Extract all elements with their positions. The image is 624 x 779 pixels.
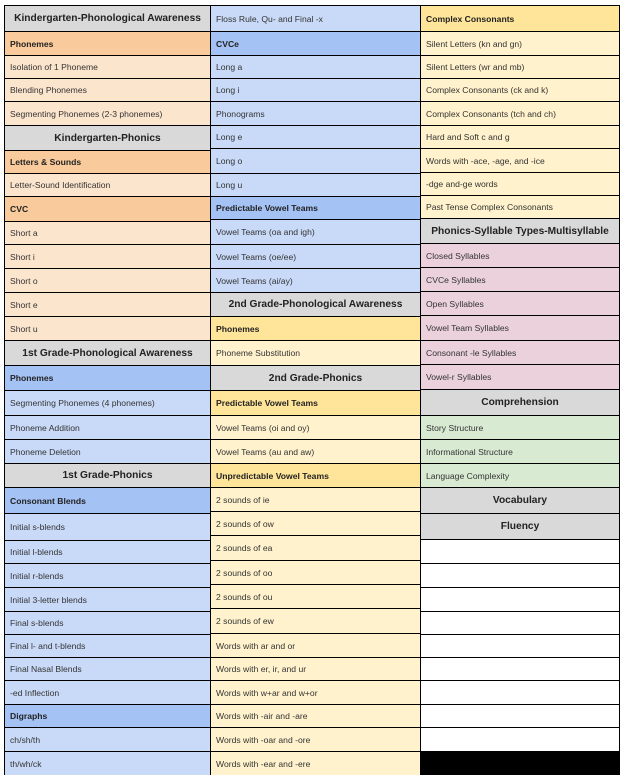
table-column-2 bbox=[210, 5, 421, 775]
category-cell: Phonemes bbox=[211, 317, 420, 340]
skill-cell: Letter-Sound Identification bbox=[5, 174, 210, 196]
skill-cell: Vowel-r Syllables bbox=[421, 365, 619, 389]
skill-cell: Words with -ear and -ere bbox=[211, 752, 420, 775]
skill-cell: Vowel Teams (ai/ay) bbox=[211, 269, 420, 292]
empty-cell bbox=[421, 540, 619, 563]
empty-cell bbox=[421, 658, 619, 680]
category-cell: Digraphs bbox=[5, 705, 210, 727]
skill-cell: Long u bbox=[211, 174, 420, 196]
skill-cell: th/wh/ck bbox=[5, 752, 210, 775]
skill-cell: Words with w+ar and w+or bbox=[211, 681, 420, 704]
skill-cell: Long i bbox=[211, 79, 420, 101]
skill-cell: Initial l-blends bbox=[5, 541, 210, 563]
section-header-cell: Vocabulary bbox=[421, 488, 619, 513]
skill-cell: Final l- and t-blends bbox=[5, 635, 210, 657]
section-header-cell: Fluency bbox=[421, 514, 619, 539]
skill-cell: Vowel Teams (oe/ee) bbox=[211, 245, 420, 268]
skill-cell: 2 sounds of ea bbox=[211, 536, 420, 560]
category-cell: Letters & Sounds bbox=[5, 151, 210, 173]
skill-cell: Initial r-blends bbox=[5, 564, 210, 587]
curriculum-table bbox=[4, 5, 620, 775]
table-column-1 bbox=[4, 5, 211, 775]
section-header-cell: 1st Grade-Phonological Awareness bbox=[5, 341, 210, 365]
empty-cell bbox=[421, 635, 619, 657]
skill-cell: Long e bbox=[211, 126, 420, 148]
skill-cell: Words with -air and -are bbox=[211, 705, 420, 727]
skill-cell: Vowel Teams (oi and oy) bbox=[211, 416, 420, 439]
skill-cell: -dge and-ge words bbox=[421, 173, 619, 195]
skill-cell: Short o bbox=[5, 269, 210, 292]
skill-cell: Hard and Soft c and g bbox=[421, 126, 619, 148]
category-cell: CVCe bbox=[211, 32, 420, 55]
category-cell: CVC bbox=[5, 197, 210, 221]
skill-cell: ch/sh/th bbox=[5, 728, 210, 751]
category-cell: Consonant Blends bbox=[5, 488, 210, 513]
skill-cell: Short e bbox=[5, 293, 210, 316]
skill-cell: Segmenting Phonemes (2-3 phonemes) bbox=[5, 102, 210, 125]
skill-cell: Complex Consonants (tch and ch) bbox=[421, 102, 619, 125]
skill-cell: -ed Inflection bbox=[5, 681, 210, 704]
skill-cell: Segmenting Phonemes (4 phonemes) bbox=[5, 391, 210, 415]
empty-cell bbox=[421, 588, 619, 611]
skill-cell: 2 sounds of ow bbox=[211, 512, 420, 535]
category-cell: Predictable Vowel Teams bbox=[211, 391, 420, 415]
category-cell: Complex Consonants bbox=[421, 6, 619, 31]
skill-cell: CVCe Syllables bbox=[421, 268, 619, 291]
skill-cell: Long a bbox=[211, 56, 420, 78]
empty-cell bbox=[421, 705, 619, 727]
section-header-cell: Comprehension bbox=[421, 390, 619, 415]
category-cell: Predictable Vowel Teams bbox=[211, 197, 420, 219]
empty-cell bbox=[421, 564, 619, 587]
category-cell: Unpredictable Vowel Teams bbox=[211, 464, 420, 487]
section-header-cell: Kindergarten-Phonological Awareness bbox=[5, 6, 210, 31]
section-header-cell: 2nd Grade-Phonics bbox=[211, 366, 420, 390]
skill-cell: Initial 3-letter blends bbox=[5, 588, 210, 611]
skill-cell: Vowel Teams (au and aw) bbox=[211, 440, 420, 463]
skill-cell: Phoneme Addition bbox=[5, 416, 210, 439]
skill-cell: Open Syllables bbox=[421, 292, 619, 315]
skill-cell: 2 sounds of oo bbox=[211, 561, 420, 584]
skill-cell: Initial s-blends bbox=[5, 514, 210, 540]
category-cell: Phonemes bbox=[5, 32, 210, 55]
skill-cell: Blending Phonemes bbox=[5, 79, 210, 101]
skill-cell: Final s-blends bbox=[5, 612, 210, 634]
skill-cell: Phoneme Substitution bbox=[211, 341, 420, 365]
skill-cell: Short a bbox=[5, 222, 210, 244]
skill-cell: Words with ar and or bbox=[211, 634, 420, 657]
skill-cell: Past Tense Complex Consonants bbox=[421, 196, 619, 218]
section-header-cell: Phonics-Syllable Types-Multisyllable bbox=[421, 219, 619, 243]
section-header-cell: 2nd Grade-Phonological Awareness bbox=[211, 293, 420, 316]
skill-cell: Silent Letters (kn and gn) bbox=[421, 32, 619, 55]
skill-cell: Phonograms bbox=[211, 102, 420, 125]
skill-cell: Floss Rule, Qu- and Final -x bbox=[211, 6, 420, 31]
skill-cell: Complex Consonants (ck and k) bbox=[421, 79, 619, 101]
skill-cell: 2 sounds of ie bbox=[211, 488, 420, 511]
skill-cell: 2 sounds of ew bbox=[211, 609, 420, 633]
skill-cell: Consonant -le Syllables bbox=[421, 341, 619, 364]
section-header-cell: 1st Grade-Phonics bbox=[5, 464, 210, 487]
skill-cell: Vowel Team Syllables bbox=[421, 316, 619, 340]
empty-cell bbox=[421, 681, 619, 704]
skill-cell: Words with -ace, -age, and -ice bbox=[421, 149, 619, 172]
category-cell: Phonemes bbox=[5, 366, 210, 390]
skill-cell: Informational Structure bbox=[421, 440, 619, 463]
skill-cell: Phoneme Deletion bbox=[5, 440, 210, 463]
skill-cell: Language Complexity bbox=[421, 464, 619, 487]
skill-cell: Closed Syllables bbox=[421, 244, 619, 267]
empty-cell bbox=[421, 612, 619, 634]
skill-cell: Isolation of 1 Phoneme bbox=[5, 56, 210, 78]
empty-cell bbox=[421, 728, 619, 751]
section-header-cell: Kindergarten-Phonics bbox=[5, 126, 210, 150]
skill-cell: Words with er, ir, and ur bbox=[211, 658, 420, 680]
skill-cell: Words with -oar and -ore bbox=[211, 728, 420, 751]
table-column-3 bbox=[420, 5, 620, 775]
skill-cell: Story Structure bbox=[421, 416, 619, 439]
skill-cell: Short i bbox=[5, 245, 210, 268]
skill-cell: Silent Letters (wr and mb) bbox=[421, 56, 619, 78]
skill-cell: Final Nasal Blends bbox=[5, 658, 210, 680]
skill-cell: Long o bbox=[211, 149, 420, 173]
skill-cell: Vowel Teams (oa and igh) bbox=[211, 220, 420, 244]
skill-cell: Short u bbox=[5, 317, 210, 340]
skill-cell: 2 sounds of ou bbox=[211, 585, 420, 608]
